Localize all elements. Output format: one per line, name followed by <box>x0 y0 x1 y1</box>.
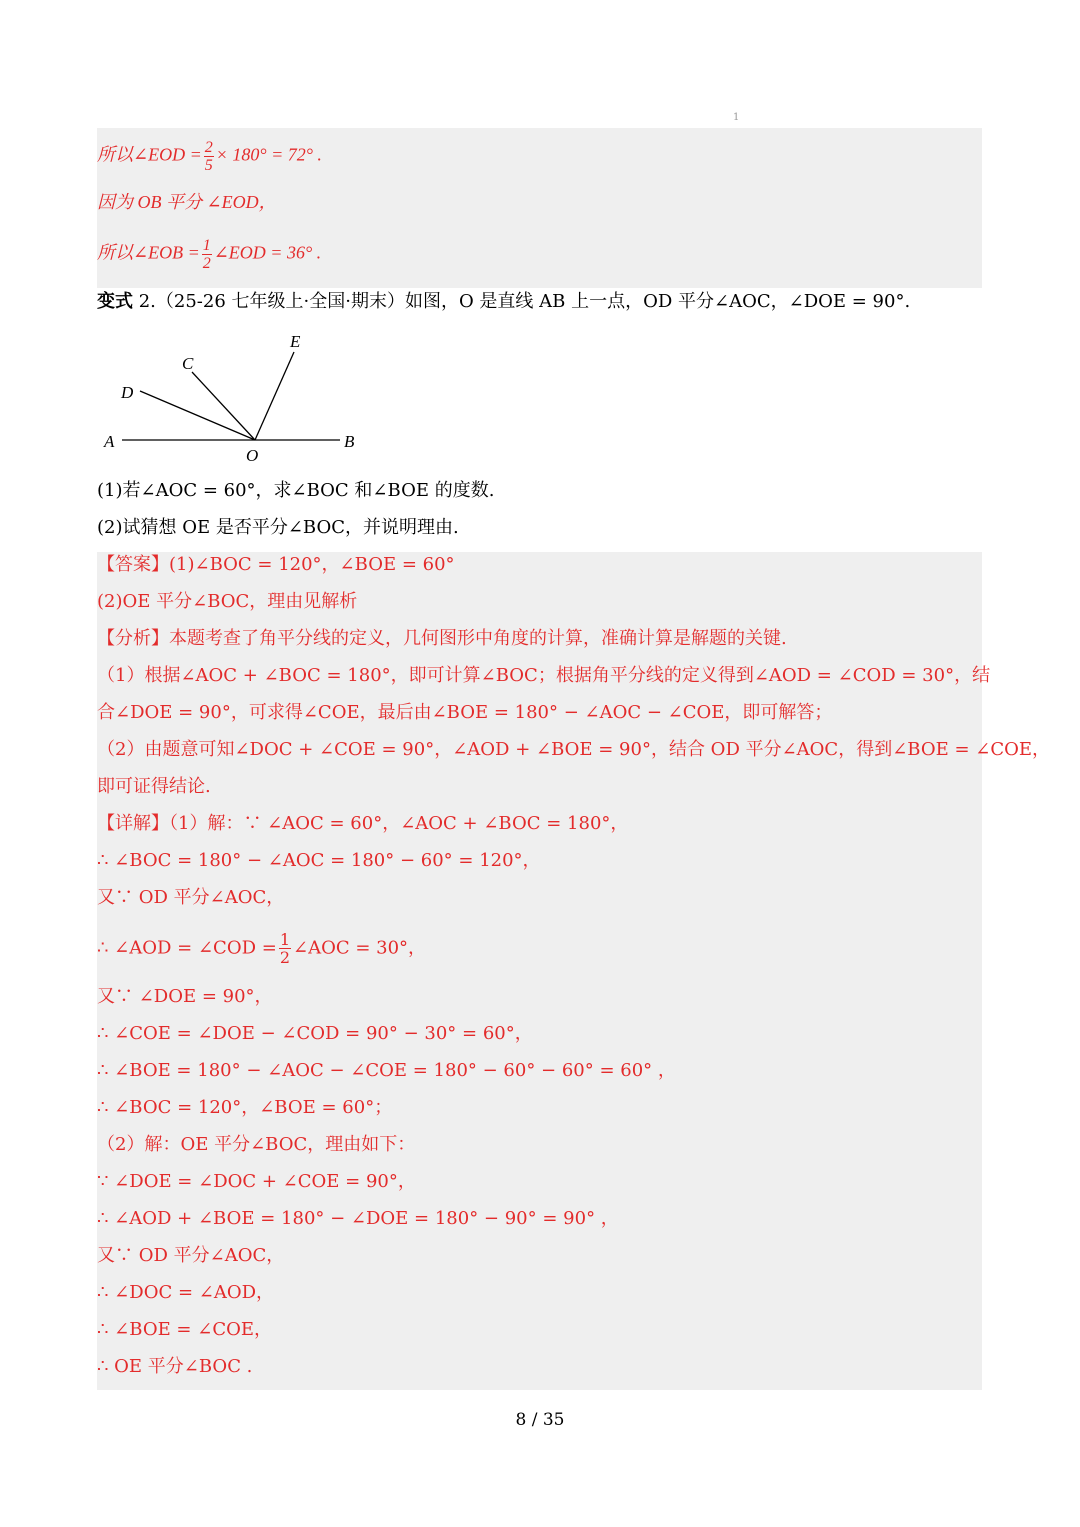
detail-line: 又∵ OD 平分∠AOC， <box>97 1245 285 1266</box>
detail-line: 【详解】（1）解：∵ ∠AOC = 60°，∠AOC + ∠BOC = 180°， <box>97 813 629 834</box>
problem-label: 变式 <box>97 291 133 312</box>
question-2: (2)试猜想 OE 是否平分∠BOC，并说明理由. <box>97 517 459 538</box>
detail-line: 又∵ OD 平分∠AOC， <box>97 887 285 908</box>
detail-text: ∴ ∠AOD = ∠COD = <box>97 937 277 959</box>
detail-line: （2）解：OE 平分∠BOC，理由如下： <box>97 1134 416 1155</box>
analysis-line: 【分析】本题考查了角平分线的定义，几何图形中角度的计算，准确计算是解题的关键. <box>97 628 787 649</box>
analysis-line: （1）根据∠AOC + ∠BOC = 180°，即可计算∠BOC；根据角平分线的定义得到∠AOD = ∠COD = 30°，结 <box>97 665 991 686</box>
problem-statement <box>97 289 910 315</box>
label-O: O <box>246 446 259 465</box>
detail-line: 又∵ ∠DOE = 90°， <box>97 986 273 1007</box>
fraction-denominator: 5 <box>204 157 213 174</box>
fraction <box>204 139 214 174</box>
fraction <box>279 931 291 966</box>
detail-line: ∵ ∠DOE = ∠DOC + ∠COE = 90°， <box>97 1171 416 1192</box>
analysis-line: （2）由题意可知∠DOC + ∠COE = 90°，∠AOD + ∠BOE = 90°，结合 OD 平分∠AOC，得到∠BOE = ∠COE， <box>97 739 1051 760</box>
fraction-numerator: 1 <box>279 930 291 949</box>
ray-OD <box>140 391 255 440</box>
geometry-figure <box>100 328 370 468</box>
detail-line: ∴ ∠COE = ∠DOE − ∠COD = 90° − 30° = 60°， <box>97 1023 533 1044</box>
label-C: C <box>182 354 194 373</box>
answer-line: (2)OE 平分∠BOC，理由见解析 <box>97 591 358 612</box>
label-D: D <box>121 383 134 402</box>
solution-line-1-tail: × 180° = 72° . <box>215 144 322 165</box>
solution-line-3-text: 所以∠EOB = <box>97 242 200 263</box>
label-B: B <box>344 432 355 451</box>
answer-line: 【答案】(1)∠BOC = 120°，∠BOE = 60° <box>97 554 455 575</box>
solution-line-3 <box>97 237 321 272</box>
fraction-denominator: 2 <box>279 948 291 967</box>
label-E: E <box>290 332 301 351</box>
label-A: A <box>104 432 115 451</box>
fraction-denominator: 2 <box>202 255 211 272</box>
detail-line: ∴ ∠DOC = ∠AOD， <box>97 1282 275 1303</box>
detail-line: ∴ ∠BOC = 120°，∠BOE = 60°； <box>97 1097 393 1118</box>
ray-OC <box>192 372 255 440</box>
fraction-numerator: 1 <box>202 237 211 254</box>
question-1: (1)若∠AOC = 60°，求∠BOC 和∠BOE 的度数. <box>97 480 495 501</box>
header-mark: 1 <box>733 112 740 123</box>
solution-line-1 <box>97 139 322 174</box>
detail-line: ∴ ∠BOE = 180° − ∠AOC − ∠COE = 180° − 60° − 60° = 60° ， <box>97 1060 676 1081</box>
fraction <box>202 237 212 272</box>
problem-text: 2.（25-26 七年级上·全国·期末）如图，O 是直线 AB 上一点，OD 平分∠AOC，∠DOE = 90°. <box>133 291 911 312</box>
solution-line-3-tail: ∠EOD = 36° . <box>213 242 322 263</box>
detail-line: ∴ ∠BOC = 180° − ∠AOC = 180° − 60° = 120°， <box>97 850 541 871</box>
analysis-line: 合∠DOE = 90°，可求得∠COE，最后由∠BOE = 180° − ∠AOC − ∠COE，即可解答； <box>97 702 833 723</box>
fraction-numerator: 2 <box>204 139 213 156</box>
detail-line: ∴ ∠BOE = ∠COE， <box>97 1319 272 1340</box>
detail-line: ∴ OE 平分∠BOC . <box>97 1356 253 1377</box>
detail-line-fraction <box>97 931 426 966</box>
detail-text-tail: ∠AOC = 30°， <box>293 937 427 959</box>
page-number: 8 / 35 <box>515 1410 565 1430</box>
solution-line-1-text: 所以∠EOD = <box>97 144 202 165</box>
detail-line: ∴ ∠AOD + ∠BOE = 180° − ∠DOE = 180° − 90° = 90° ， <box>97 1208 619 1229</box>
solution-line-2: 因为 OB 平分 ∠EOD， <box>97 192 277 212</box>
analysis-line: 即可证得结论. <box>97 776 211 797</box>
ray-OE <box>255 352 294 440</box>
